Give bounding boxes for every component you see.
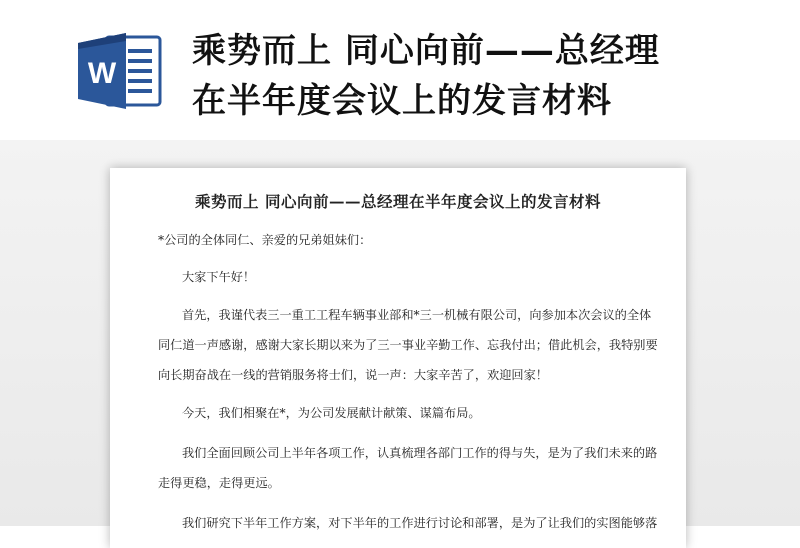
salutation: *公司的全体同仁、亲爱的兄弟姐妹们： [158,233,372,247]
paragraph-1-line-1: 首先，我谨代表三一重工工程车辆事业部和*三一机械有限公司，向参加本次会议的全体 [182,308,652,322]
banner-title-line1: 乘势而上 同心向前——总经理 [192,31,660,71]
paragraph-1-line-3: 向长期奋战在一线的营销服务将士们，说一声：大家辛苦了，欢迎回家！ [158,368,548,382]
paragraph-3-line-1: 我们全面回顾公司上半年各项工作，认真梳理各部门工作的得与失，是为了我们未来的路 [182,446,658,460]
paragraph-4-line-1: 我们研究下半年工作方案，对下半年的工作进行讨论和部署，是为了让我们的实图能够落 [182,516,658,530]
word-document-icon [76,31,164,111]
document-page [110,168,686,548]
paragraph-3-line-2: 走得更稳，走得更远。 [158,476,280,490]
paragraph-1-line-2: 同仁道一声感谢，感谢大家长期以来为了三一事业辛勤工作、忘我付出；借此机会，我特别要 [158,338,658,352]
word-logo-letter: W [87,57,117,90]
banner [0,0,800,140]
paragraph-2: 今天，我们相聚在*，为公司发展献计献策、谋篇布局。 [182,406,481,420]
banner-title [192,26,782,126]
document-title: 乘势而上 同心向前——总经理在半年度会议上的发言材料 [195,192,601,211]
banner-title-line2: 在半年度会议上的发言材料 [192,81,612,121]
greeting: 大家下午好！ [182,270,256,284]
